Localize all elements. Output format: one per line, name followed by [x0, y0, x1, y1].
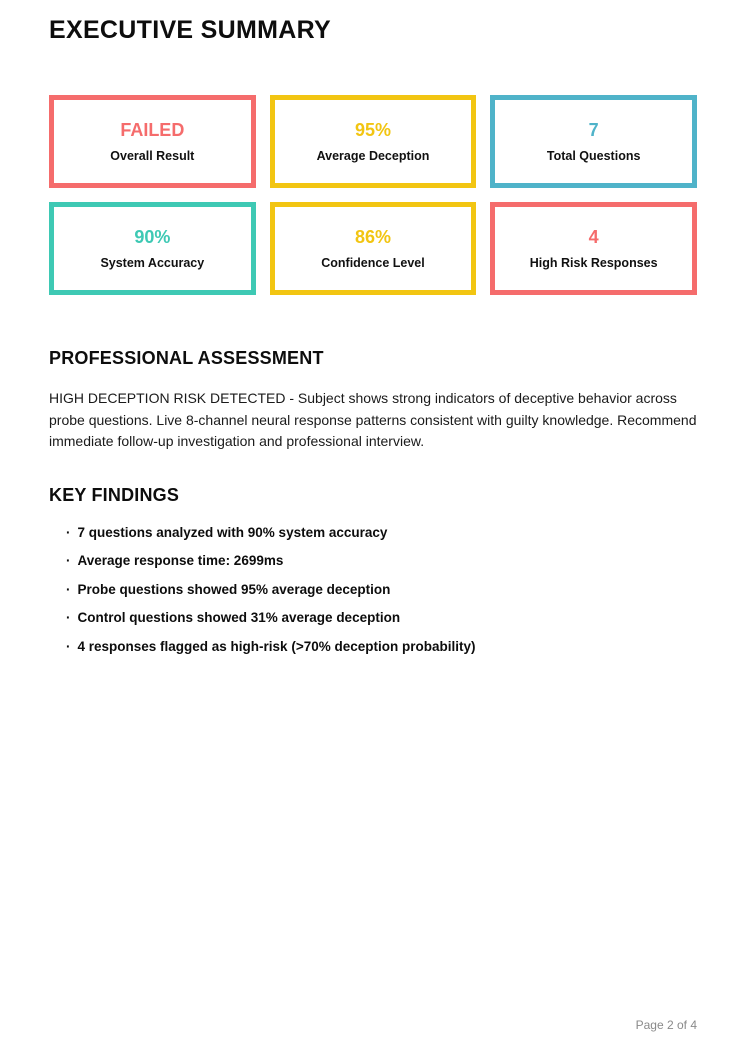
stat-label: High Risk Responses: [529, 255, 658, 270]
finding-text: 4 responses flagged as high-risk (>70% deception probability): [77, 638, 476, 654]
bullet-icon: ·: [66, 638, 71, 654]
stat-value: FAILED: [120, 119, 185, 140]
stat-label: Total Questions: [546, 148, 641, 163]
stat-value: 95%: [354, 119, 391, 140]
key-findings-heading: KEY FINDINGS: [49, 484, 180, 505]
finding-text: 7 questions analyzed with 90% system accuracy: [77, 524, 388, 540]
stat-value: 86%: [354, 226, 391, 247]
page-number: Page 2 of 4: [635, 1018, 697, 1032]
stat-label: System Accuracy: [100, 255, 205, 270]
summary-cards-grid: [49, 95, 697, 295]
stat-card-confidence-level: [270, 202, 477, 295]
finding-item: [66, 583, 697, 597]
stat-label: Confidence Level: [321, 255, 425, 270]
bullet-icon: ·: [66, 581, 71, 597]
bullet-icon: ·: [66, 553, 71, 568]
stat-card-overall-result: [49, 95, 256, 188]
finding-text: Probe questions showed 95% average deception: [77, 581, 391, 597]
professional-assessment-heading: PROFESSIONAL ASSESSMENT: [49, 348, 324, 368]
stat-card-system-accuracy: [49, 202, 256, 295]
finding-item: [66, 611, 697, 625]
stat-label: Average Deception: [316, 148, 430, 163]
report-page: [0, 16, 743, 654]
finding-item: [66, 554, 697, 568]
stat-label: Overall Result: [110, 148, 195, 163]
finding-text: Control questions showed 31% average deception: [77, 610, 401, 625]
finding-text: Average response time: 2699ms: [77, 553, 284, 568]
page-title: EXECUTIVE SUMMARY: [49, 16, 331, 44]
stat-value: 90%: [134, 226, 171, 247]
stat-value: 4: [588, 226, 599, 247]
professional-assessment-text: HIGH DECEPTION RISK DETECTED - Subject shows strong indicators of deceptive behavior across probe questions. Live 8-channel neural response patterns consistent with guilty knowledge. Recommend immediate follow-up investigation and professional interview.: [49, 390, 697, 449]
stat-card-high-risk-responses: [490, 202, 697, 295]
stat-value: 7: [588, 119, 599, 140]
finding-item: [66, 640, 697, 654]
finding-item: [66, 526, 697, 540]
bullet-icon: ·: [66, 610, 71, 625]
bullet-icon: ·: [66, 524, 71, 540]
key-findings-list: [49, 526, 697, 654]
stat-card-average-deception: [270, 95, 477, 188]
stat-card-total-questions: [490, 95, 697, 188]
